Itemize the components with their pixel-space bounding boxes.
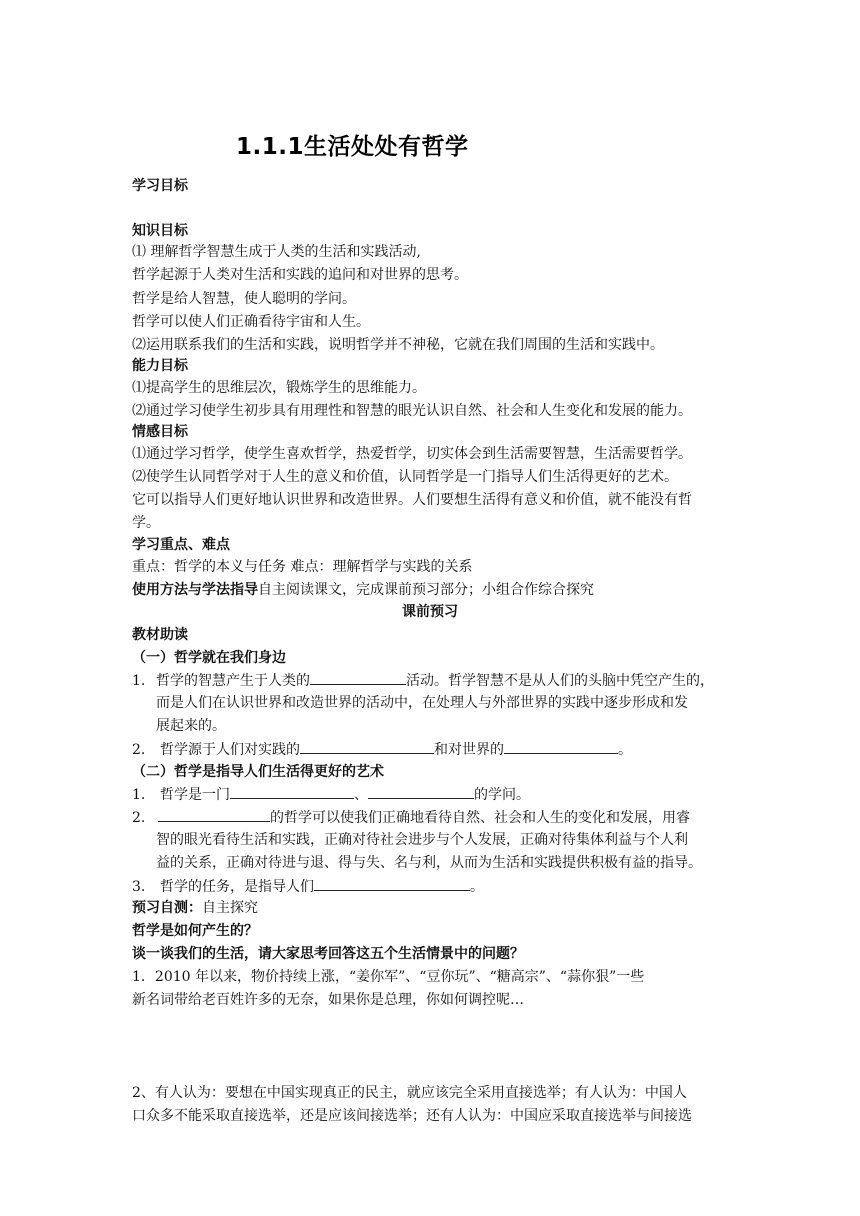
item-number: 1. <box>132 787 146 803</box>
fill-blank[interactable] <box>504 739 618 754</box>
section1-item1-line3: 展起来的。 <box>156 718 226 734</box>
item-text: 哲学源于人们对实践的 <box>160 742 300 758</box>
scenario1-line: 1．2010 年以来，物价持续上涨，“姜你军”、“豆你玩”、“糖高宗”、“蒜你狠”一些 <box>132 969 645 985</box>
textbook-heading: 教材助读 <box>132 627 188 643</box>
fill-blank[interactable] <box>310 670 406 685</box>
section2-item2-line2: 智的眼光看待生活和实践，正确对待社会进步与个人发展，正确对待集体利益与个人利 <box>156 832 688 848</box>
fill-blank[interactable] <box>230 784 354 799</box>
emotion-line: 它可以指导人们更好地认识世界和改造世界。人们要想生活得有意义和价值，就不能没有哲 <box>132 492 692 508</box>
knowledge-line: ⑵运用联系我们的生活和实践，说明哲学并不神秘，它就在我们周围的生活和实践中。 <box>132 337 664 353</box>
item-text: 、 <box>354 787 368 803</box>
ability-heading: 能力目标 <box>132 358 188 374</box>
emotion-line: ⑴通过学习哲学，使学生喜欢哲学，热爱哲学，切实体会到生活需要智慧，生活需要哲学。 <box>132 446 692 462</box>
section1-item1-line2: 而是人们在认识世界和改造世界的活动中，在处理人与外部世界的实践中逐步形成和发 <box>156 695 688 711</box>
preview-heading: 课前预习 <box>402 604 458 620</box>
item-number: 1. <box>132 673 146 689</box>
item-text: 。 <box>618 742 632 758</box>
section2-item2-line3: 益的关系，正确对待进与退、得与失、名与利，从而为生活和实践提供积极有益的指导。 <box>156 855 702 871</box>
method-text: 自主阅读课文，完成课前预习部分；小组合作综合探究 <box>258 582 594 598</box>
item-text: 的哲学可以使我们正确地看待自然、社会和人生的变化和发展，用睿 <box>270 810 690 826</box>
item-text: 哲学的智慧产生于人类的 <box>156 673 310 689</box>
item-text: 活动。哲学智慧不是从人们的头脑中凭空产生的， <box>406 673 714 689</box>
item-number: 2. <box>132 810 146 826</box>
selftest-line <box>132 898 258 918</box>
selftest-label: 预习自测： <box>132 900 202 916</box>
emotion-line: 学。 <box>132 515 160 531</box>
knowledge-line: 哲学是给人智慧，使人聪明的学问。 <box>132 291 356 307</box>
ability-line: ⑵通过学习使学生初步具有用理性和智慧的眼光认识自然、社会和人生变化和发展的能力。 <box>132 403 692 419</box>
goals-heading: 学习目标 <box>132 178 188 194</box>
method-line <box>132 580 594 600</box>
ability-line: ⑴提高学生的思维层次，锻炼学生的思维能力。 <box>132 380 426 396</box>
scenario2-line: 2、有人认为：要想在中国实现真正的民主，就应该完全采用直接选举；有人认为：中国人 <box>132 1085 687 1101</box>
scenario1-line: 新名词带给老百姓许多的无奈，如果你是总理，你如何调控呢… <box>132 992 524 1008</box>
section1-item1 <box>132 670 714 691</box>
fill-blank[interactable] <box>314 876 470 891</box>
item-number: 2. <box>132 742 146 758</box>
emotion-heading: 情感目标 <box>132 424 188 440</box>
method-label: 使用方法与学法指导 <box>132 582 258 598</box>
scenario2-line: 口众多不能采取直接选举，还是应该间接选举；还有人认为：中国应采取直接选举与间接选 <box>132 1108 692 1124</box>
item-text: 和对世界的 <box>434 742 504 758</box>
section1-heading: （一）哲学就在我们身边 <box>132 650 286 666</box>
section1-item2 <box>132 739 632 760</box>
item-text: 哲学是一门 <box>160 787 230 803</box>
section2-item2 <box>132 807 690 828</box>
item-text: 。 <box>470 879 484 895</box>
fill-blank[interactable] <box>158 807 270 822</box>
knowledge-heading: 知识目标 <box>132 223 188 239</box>
section2-item3 <box>132 876 484 897</box>
fill-blank[interactable] <box>300 739 434 754</box>
knowledge-line: 哲学起源于人类对生活和实践的追问和对世界的思考。 <box>132 267 468 283</box>
item-number: 3. <box>132 879 146 895</box>
page-title: 1.1.1生活处处有哲学 <box>236 134 469 160</box>
selftest-text: 自主探究 <box>202 900 258 916</box>
emotion-line: ⑵使学生认同哲学对于人生的意义和价值，认同哲学是一门指导人们生活得更好的艺术。 <box>132 469 678 485</box>
keypoints-line: 重点：哲学的本义与任务 难点：理解哲学与实践的关系 <box>132 559 473 575</box>
question-heading: 哲学是如何产生的？ <box>132 923 258 939</box>
knowledge-line: ⑴ 理解哲学智慧生成于人类的生活和实践活动, <box>132 244 421 260</box>
section2-heading: （二）哲学是指导人们生活得更好的艺术 <box>132 764 384 780</box>
knowledge-line: 哲学可以使人们正确看待宇宙和人生。 <box>132 314 370 330</box>
item-text: 的学问。 <box>474 787 530 803</box>
section2-item1 <box>132 784 530 805</box>
discussion-heading: 谈一谈我们的生活，请大家思考回答这五个生活情景中的问题？ <box>132 946 524 962</box>
keypoints-heading: 学习重点、难点 <box>132 537 230 553</box>
fill-blank[interactable] <box>368 784 474 799</box>
item-text: 哲学的任务，是指导人们 <box>160 879 314 895</box>
